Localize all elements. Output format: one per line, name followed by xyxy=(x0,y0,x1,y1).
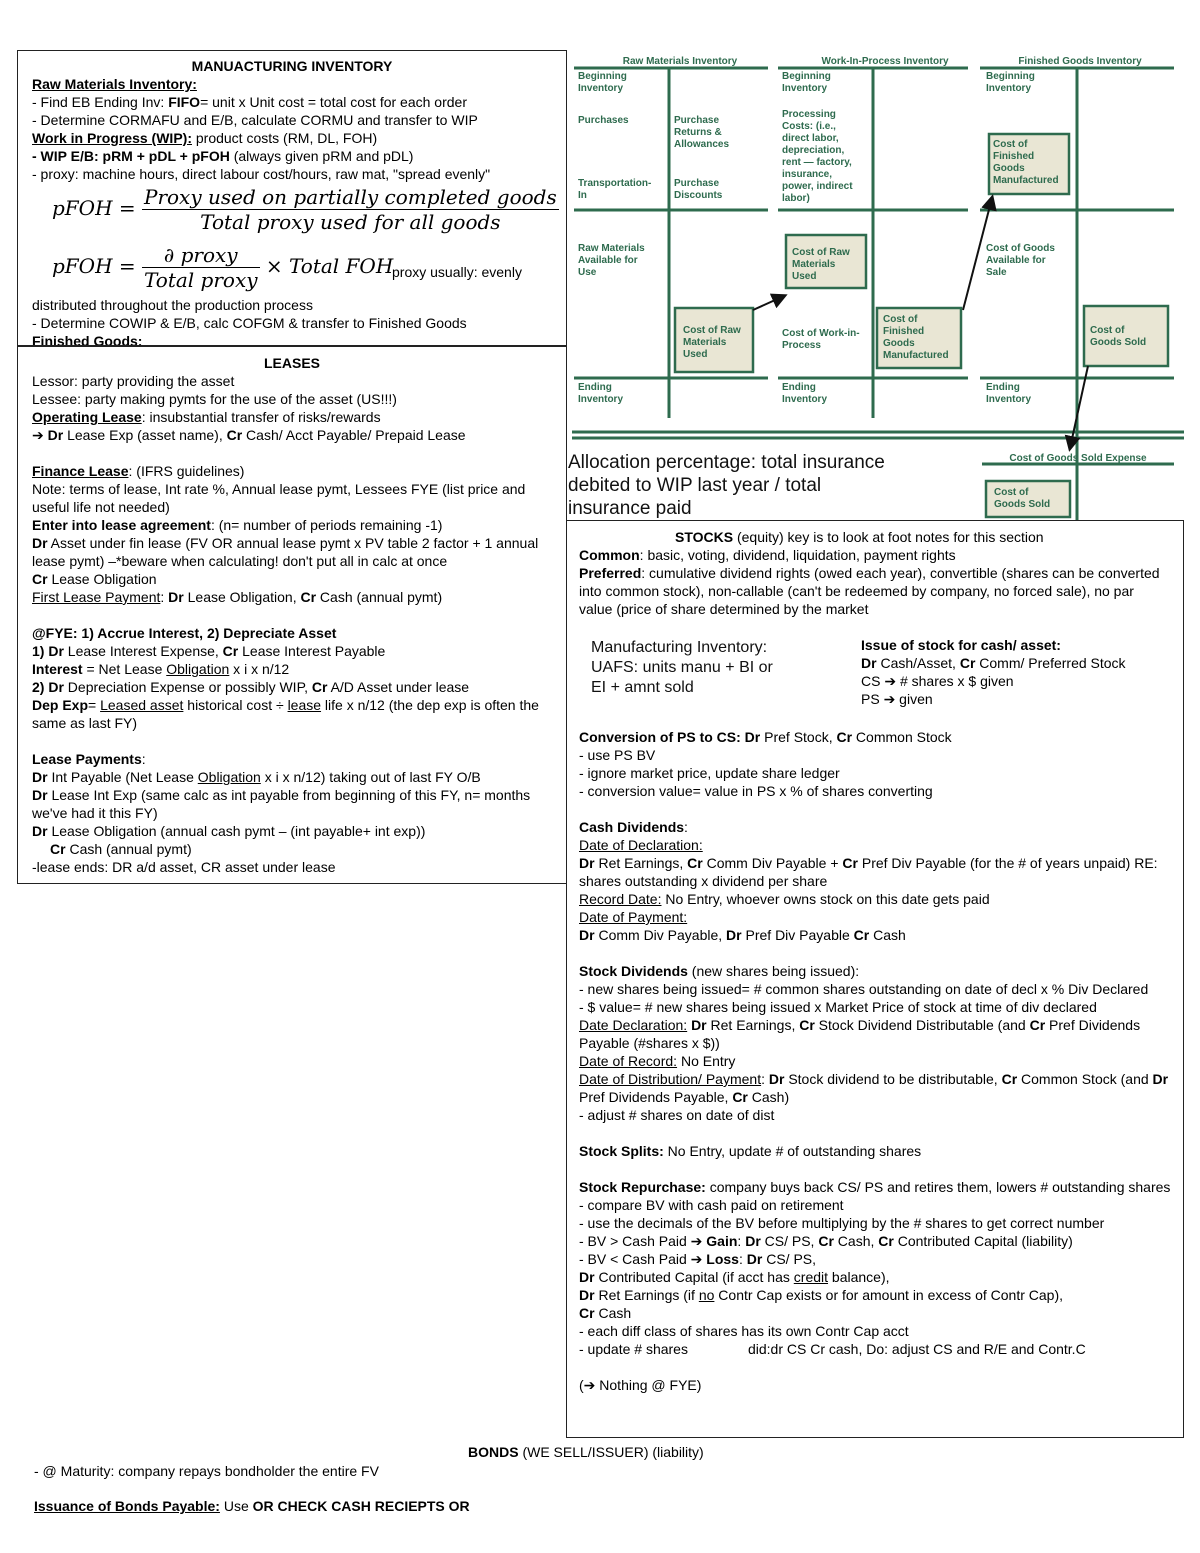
wip-eb-line: - WIP E/B: pRM + pDL + pFOH (always given pRM and pDL) xyxy=(32,148,414,164)
first-lease-payment-entry: First Lease Payment: Dr Lease Obligation, Cr Cash (annual pymt) xyxy=(32,589,443,605)
manufacturing-uafs-note: Manufacturing Inventory: UAFS: units manu + BI or EI + amnt sold xyxy=(591,639,773,696)
asset-under-lease-entry: Dr Asset under fin lease (FV OR annual lease pymt x PV table 2 factor + 1 annual lease pymt) –*beware when calculating! don't put all in calc at once xyxy=(32,535,539,569)
stock-splits-line: Stock Splits: No Entry, update # of outstanding shares xyxy=(579,1143,922,1159)
nothing-at-fye: (➔ Nothing @ FYE) xyxy=(579,1377,702,1393)
wip-fgm-label: Cost of Finished Goods Manufactured xyxy=(883,314,949,361)
conversion-heading: Conversion of PS to CS: Dr Pref Stock, Cr Common Stock xyxy=(579,729,952,745)
sd-record-line: Date of Record: No Entry xyxy=(579,1053,736,1069)
operating-lease-line: Operating Lease: insubstantial transfer of risks/rewards xyxy=(32,409,381,425)
repurchase-update-line: - update # shares did:dr CS Cr cash, Do: adjust CS and R/E and Contr.C xyxy=(579,1341,1086,1357)
proxy-note: proxy usually: evenly xyxy=(392,264,522,280)
repurchase-gain-line: - BV > Cash Paid ➔ Gain: Dr CS/ PS, Cr Cash, Cr Contributed Capital (liability) xyxy=(579,1233,1073,1249)
lease-payment-line-3: Dr Lease Obligation (annual cash pymt – (int payable+ int exp)) xyxy=(32,823,426,839)
sd-distribution-entry: Date of Distribution/ Payment: Dr Stock dividend to be distributable, Cr Common Stock (and Dr Pref Dividends Payable, Cr Cash) xyxy=(579,1071,1169,1105)
fg-beginning-label: Beginning Inventory xyxy=(986,71,1035,94)
raw-materials-heading: Raw Materials Inventory: xyxy=(32,76,197,92)
declaration-entry: Dr Ret Earnings, Cr Comm Div Payable + Cr Pref Div Payable (for the # of years unpaid) RE: shares outstanding x dividend per share xyxy=(579,855,1158,889)
sd-declaration-entry: Date Declaration: Dr Ret Earnings, Cr Stock Dividend Distributable (and Cr Pref Dividends Payable (#shares x $)) xyxy=(579,1017,1141,1051)
expense-title: Cost of Goods Sold Expense xyxy=(1009,453,1147,464)
manufacturing-title: MANUACTURING INVENTORY xyxy=(191,58,393,74)
accrue-interest-entry: 1) Dr Lease Interest Expense, Cr Lease Interest Payable xyxy=(32,643,386,659)
formula-1-denominator: Total proxy used for all goods xyxy=(200,210,501,234)
depreciation-entry: 2) Dr Depreciation Expense or possibly WIP, Cr A/D Asset under lease xyxy=(32,679,470,695)
stocks-title-line: STOCKS (equity) key is to look at foot notes for this section xyxy=(675,529,1044,545)
conversion-line: - use PS BV xyxy=(579,747,656,763)
rm-transportation-label: Transportation-In xyxy=(578,178,652,201)
flow-arrow-rm-to-wip xyxy=(753,296,784,310)
rm-used-label: Cost of Raw Materials Used xyxy=(683,325,741,360)
wip-cost-label: Cost of Work-in-Process xyxy=(782,328,860,351)
raw-line-1: - Find EB Ending Inv: FIFO= unit x Unit cost = total cost for each order xyxy=(32,94,467,110)
cowip-line: - Determine COWIP & E/B, calc COFGM & transfer to Finished Goods xyxy=(32,315,467,331)
conversion-line: - ignore market price, update share ledger xyxy=(579,765,840,781)
raw-line-2: - Determine CORMAFU and E/B, calculate CORMU and transfer to WIP xyxy=(32,112,478,128)
wip-ending-label: Ending Inventory xyxy=(782,382,828,405)
date-of-declaration-label: Date of Declaration: xyxy=(579,837,703,853)
dep-exp-formula: Dep Exp= Leased asset historical cost ÷ lease life x n/12 (the dep exp is often the same as last FY) xyxy=(32,697,539,731)
repurchase-loss-line-3: Dr Ret Earnings (if no Contr Cap exists or for amount in excess of Contr Cap), xyxy=(579,1287,1063,1303)
fye-heading: @FYE: 1) Accrue Interest, 2) Depreciate Asset xyxy=(32,625,337,641)
repurchase-loss-line: - BV < Cash Paid ➔ Loss: Dr CS/ PS, xyxy=(579,1251,817,1267)
repurchase-loss-line-2: Dr Contributed Capital (if acct has credit balance), xyxy=(579,1269,890,1285)
lease-payment-line-4: Cr Cash (annual pymt) xyxy=(50,841,192,857)
lease-obligation-entry: Cr Lease Obligation xyxy=(32,571,157,587)
payment-entry: Dr Comm Div Payable, Dr Pref Div Payable Cr Cash xyxy=(579,927,906,943)
preferred-stock-line: Preferred: cumulative dividend rights (owed each year), convertible (shares can be converted into common stock), non-callable (can't be redeemed by company, no forced sale), no par value (price of share determined by the market xyxy=(579,565,1160,617)
lease-payments-heading: Lease Payments: xyxy=(32,751,146,767)
bonds-maturity-line: - @ Maturity: company repays bondholder the entire FV xyxy=(34,1463,379,1479)
fg-ending-label: Ending Inventory xyxy=(986,382,1032,405)
rm-ending-label: Ending Inventory xyxy=(578,382,624,405)
wip-processing-label: Processing Costs: (i.e., direct labor, depreciation, rent — factory, insurance, power, indirect labor) xyxy=(782,109,853,204)
wip-rm-used-label: Cost of Raw Materials Used xyxy=(792,247,850,282)
repurchase-line: - compare BV with cash paid on retirement xyxy=(579,1197,844,1213)
expense-sold-label: Cost of Goods Sold xyxy=(994,487,1051,510)
lessee-line: Lessee: party making pymts for the use of the asset (US!!!) xyxy=(32,391,397,407)
finished-goods-heading: Finished Goods: xyxy=(32,333,143,346)
bonds-issuance-line: Issuance of Bonds Payable: Use OR CHECK CASH RECIEPTS OR xyxy=(34,1498,470,1514)
rm-beginning-label: Beginning Inventory xyxy=(578,71,627,94)
allocation-note: Allocation percentage: total insurance debited to WIP last year / total insurance paid xyxy=(568,452,885,519)
stock-repurchase-heading: Stock Repurchase: company buys back CS/ PS and retires them, lowers # outstanding shares xyxy=(579,1179,1171,1195)
stock-dividends-heading: Stock Dividends (new shares being issued): xyxy=(579,963,860,979)
fg-inventory-title: Finished Goods Inventory xyxy=(1018,56,1142,67)
lessor-line: Lessor: party providing the asset xyxy=(32,373,235,389)
fg-fgm-label: Cost of Finished Goods Manufactured xyxy=(993,139,1059,186)
formula-1-numerator: Proxy used on partially completed goods xyxy=(144,185,557,209)
issue-of-stock-block: Issue of stock for cash/ asset: Dr Cash/Asset, Cr Comm/ Preferred Stock CS ➔ # shares x $ given PS ➔ given xyxy=(861,637,1126,707)
rm-returns-label: Purchase Returns & Allowances xyxy=(674,115,730,150)
proxy-line: - proxy: machine hours, direct labour cost/hours, raw mat, "spread evenly" xyxy=(32,166,491,182)
flow-arrow-wip-to-fg xyxy=(963,198,992,310)
repurchase-line: - use the decimals of the BV before multiplying by the # shares to get correct number xyxy=(579,1215,1105,1231)
leases-title: LEASES xyxy=(263,355,320,371)
formula-2-denominator: Total proxy xyxy=(144,268,258,292)
distributed-line: distributed throughout the production process xyxy=(32,297,313,313)
date-of-payment-label: Date of Payment: xyxy=(579,909,688,925)
sd-adjust-line: - adjust # shares on date of dist xyxy=(579,1107,775,1123)
wip-beginning-label: Beginning Inventory xyxy=(782,71,831,94)
manufacturing-inventory-section xyxy=(17,50,567,346)
stocks-section xyxy=(566,520,1184,1438)
finance-lease-note: Note: terms of lease, Int rate %, Annual lease pymt, Lessees FYE (list price and useful life not needed) xyxy=(32,481,526,515)
lease-payment-line-2: Dr Lease Int Exp (same calc as int payable from beginning of this FY, n= months we've had it this FY) xyxy=(32,787,531,821)
pfoh-formula-2: pFOH = $\frac{\text{∂ proxy}}{\text{Total proxy}}$ × Total FOH xyxy=(52,243,394,292)
fg-sold-box xyxy=(1084,306,1168,366)
repurchase-loss-line-4: Cr Cash xyxy=(579,1305,632,1321)
wip-inventory-title: Work-In-Process Inventory xyxy=(821,56,949,67)
repurchase-line: - each diff class of shares has its own Contr Cap acct xyxy=(579,1323,909,1339)
enter-agreement-line: Enter into lease agreement: (n= number of periods remaining -1) xyxy=(32,517,443,533)
operating-lease-entry: ➔ Dr Lease Exp (asset name), Cr Cash/ Acct Payable/ Prepaid Lease xyxy=(32,427,466,443)
formula-2-numerator: ∂ proxy xyxy=(142,243,260,268)
rm-purchases-label: Purchases xyxy=(578,115,629,126)
common-stock-line: Common: basic, voting, dividend, liquidation, payment rights xyxy=(579,547,956,563)
conversion-line: - conversion value= value in PS x % of shares converting xyxy=(579,783,933,799)
bonds-title-line: BONDS (WE SELL/ISSUER) (liability) xyxy=(468,1444,704,1460)
finance-lease-line: Finance Lease: (IFRS guidelines) xyxy=(32,463,245,479)
lease-payment-line-1: Dr Int Payable (Net Lease Obligation x i x n/12) taking out of last FY O/B xyxy=(32,769,481,785)
fg-available-label: Cost of Goods Available for Sale xyxy=(986,243,1055,278)
rm-inventory-title: Raw Materials Inventory xyxy=(622,56,738,67)
lease-ends-line: -lease ends: DR a/d asset, CR asset under lease xyxy=(32,859,336,875)
interest-formula: Interest = Net Lease Obligation x i x n/12 xyxy=(32,661,290,677)
pfoh-formula-1: pFOH = $\frac{\text{Proxy used on partially completed goods}}{\text{Total proxy used for all goods}}$ xyxy=(52,185,557,234)
rm-discounts-label: Purchase Discounts xyxy=(674,178,723,201)
record-date-line: Record Date: No Entry, whoever owns stock on this date gets paid xyxy=(579,891,990,907)
cash-dividends-heading: Cash Dividends: xyxy=(579,819,688,835)
rm-available-label: Raw Materials Available for Use xyxy=(578,243,645,278)
stock-dividends-line: - $ value= # new shares being issued x Market Price of stock at time of div declared xyxy=(579,999,1097,1015)
wip-heading-line: Work in Progress (WIP): product costs (RM, DL, FOH) xyxy=(32,130,378,146)
leases-section xyxy=(17,346,567,884)
fg-sold-label: Cost of Goods Sold xyxy=(1090,325,1147,348)
stock-dividends-line: - new shares being issued= # common shares outstanding on date of decl x % Div Declared xyxy=(579,981,1149,997)
